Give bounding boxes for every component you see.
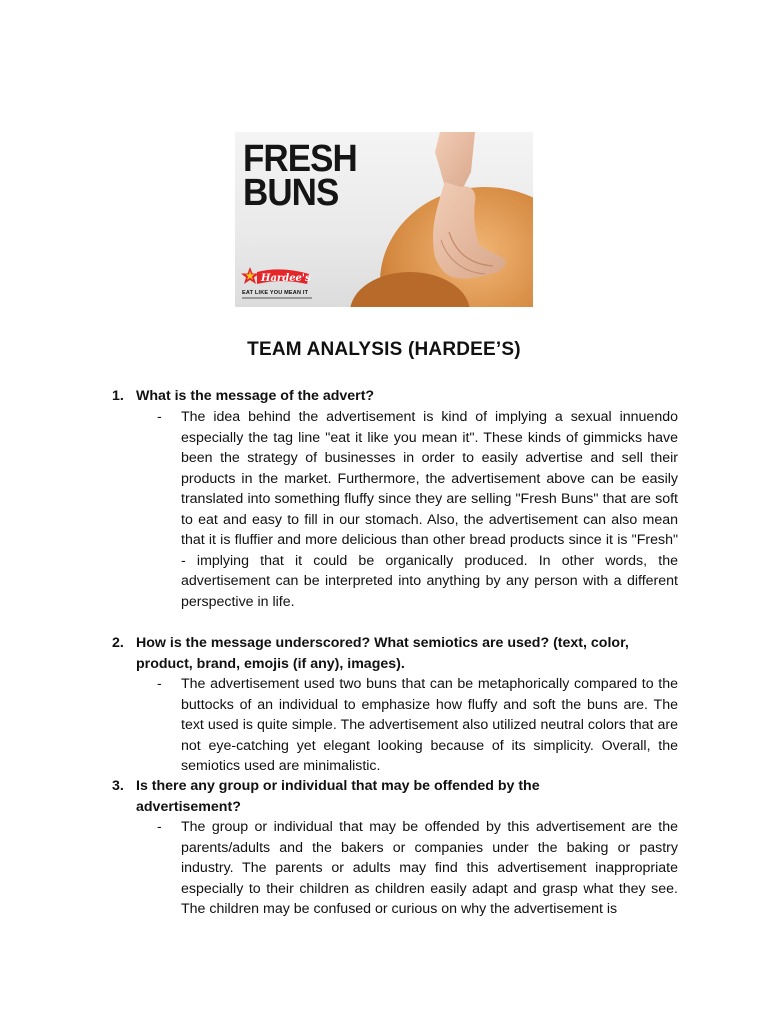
question-text: How is the message underscored? What semiotics are used? (text, color, product, brand, emojis (if any), images). — [136, 635, 629, 672]
answer-dash: - — [157, 409, 162, 425]
advert-fineprint — [242, 297, 312, 299]
hardees-logo — [241, 266, 311, 290]
page-title: TEAM ANALYSIS (HARDEE’S) — [247, 339, 521, 360]
question-text: What is the message of the advert? — [136, 388, 375, 404]
answer-text: The idea behind the advertisement is kind of implying a sexual innuendo especially the tag line "eat it like you mean it". These kinds of gimmicks have been the strategy of businesses in order to easily advertise and sell their products in the market. Furthermore, the advertisement above can be easily translated into something fluffy since they are selling "Fresh Buns" that are soft to eat and easy to fill in our stomach. Also, the advertisement can also mean that it is fluffier and more delicious than other bread products since it is "Fresh" - implying that it could be organically produced. In other words, the advertisement can be interpreted into anything by any person with a different perspective in life. — [181, 409, 678, 610]
answer-text: The group or individual that may be offended by this advertisement are the parents/adults and the bakers or companies under the baking or pastry industry. The parents or adults may find this advertisement inappropriate especially to their children as children easily adapt and grasp what they see. The children may be confused or curious on why the advertisement is — [181, 819, 678, 917]
question-text: Is there any group or individual that may be offended by the advertisement? — [136, 778, 540, 815]
advert-image — [235, 132, 533, 307]
answer-dash: - — [157, 819, 162, 835]
answer-dash: - — [157, 676, 162, 692]
advert-headline: FRESH BUNS — [243, 138, 357, 214]
advert-tagline: EAT LIKE YOU MEAN IT — [242, 290, 309, 296]
question-number: 2. — [112, 635, 124, 651]
question-number: 1. — [112, 388, 124, 404]
answer-text: The advertisement used two buns that can be metaphorically compared to the buttocks of an individual to emphasize how fluffy and soft the buns are. The text used is quite simple. The advertisement also utilized neutral colors that are not eye-catching yet elegant looking because of its simplicity. Overall, the semiotics used are minimalistic. — [181, 676, 678, 774]
question-number: 3. — [112, 778, 124, 794]
svg-text:Hardee's: Hardee's — [261, 273, 311, 284]
